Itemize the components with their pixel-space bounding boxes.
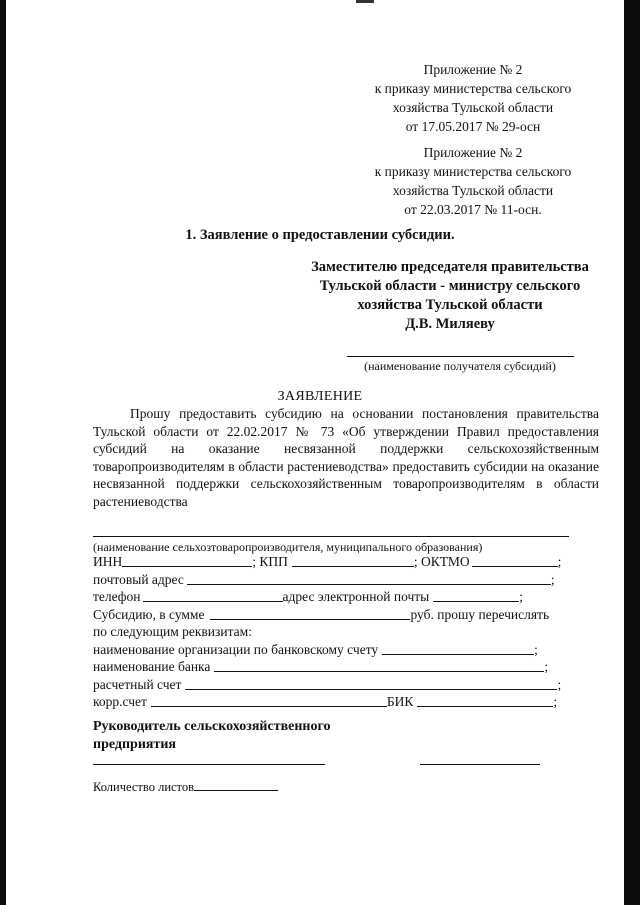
recipient-note: (наименование получателя субсидий) bbox=[364, 359, 556, 373]
appendix-stamp-previous bbox=[343, 143, 603, 219]
row-codes bbox=[93, 553, 603, 571]
email-field[interactable] bbox=[433, 588, 519, 602]
semicolon: ; bbox=[557, 676, 562, 692]
oktmo-field[interactable] bbox=[472, 553, 558, 567]
addressee-block bbox=[290, 258, 610, 334]
account-field[interactable] bbox=[185, 676, 557, 690]
corr-label: корр.счет bbox=[93, 694, 147, 709]
row-account bbox=[93, 676, 603, 694]
semicolon: ; bbox=[544, 659, 549, 674]
org-note: (наименование сельхозтоваропроизводителя, муниципального образования) bbox=[93, 540, 483, 554]
semicolon: ; bbox=[550, 571, 555, 587]
statement-body bbox=[93, 405, 599, 510]
row-corr bbox=[93, 693, 603, 711]
bank-name-field[interactable] bbox=[214, 658, 544, 672]
appendix-order: к приказу министерства сельского bbox=[374, 81, 572, 96]
semicolon: ; bbox=[557, 554, 562, 569]
oktmo-label: ; ОКТМО bbox=[413, 554, 470, 569]
amount-label: Субсидию, в сумме bbox=[93, 606, 205, 622]
row-postal bbox=[93, 571, 603, 589]
postal-label: почтовый адрес bbox=[93, 571, 184, 587]
bank-org-label: наименование организации по банковскому счету bbox=[93, 641, 379, 657]
sheet-count-row bbox=[93, 778, 278, 795]
recipient-name-field[interactable] bbox=[347, 356, 574, 357]
appendix-number: Приложение № 2 bbox=[423, 62, 523, 77]
head-name-field[interactable] bbox=[93, 764, 325, 765]
appendix-ministry: хозяйства Тульской области bbox=[392, 100, 554, 115]
signature-field[interactable] bbox=[420, 764, 540, 765]
inn-field[interactable] bbox=[122, 553, 252, 567]
org-name-field[interactable] bbox=[93, 536, 569, 537]
row-bank-name bbox=[93, 658, 603, 676]
requisites-label: по следующим реквизитам: bbox=[93, 624, 252, 639]
row-amount bbox=[93, 606, 603, 624]
currency-label: руб. прошу перечислять bbox=[410, 606, 550, 622]
appendix-number: Приложение № 2 bbox=[423, 145, 523, 160]
statement-heading: ЗАЯВЛЕНИЕ bbox=[277, 389, 363, 404]
account-label: расчетный счет bbox=[93, 676, 182, 692]
head-title: предприятия bbox=[93, 737, 176, 752]
bank-org-field[interactable] bbox=[382, 641, 534, 655]
head-signature-block bbox=[93, 718, 331, 754]
row-contacts bbox=[93, 588, 603, 606]
phone-field[interactable] bbox=[143, 588, 283, 602]
bik-label: БИК bbox=[386, 694, 414, 709]
semicolon: ; bbox=[553, 694, 558, 709]
semicolon: ; bbox=[534, 641, 538, 657]
addressee-line: хозяйства Тульской области bbox=[357, 297, 543, 313]
kpp-field[interactable] bbox=[292, 553, 414, 567]
addressee-name: Д.В. Миляеву bbox=[405, 316, 495, 332]
sheet-count-label: Количество листов bbox=[93, 780, 195, 794]
section-title: 1. Заявление о предоставлении субсидии. bbox=[185, 227, 455, 243]
inn-label: ИНН bbox=[93, 554, 123, 569]
addressee-line: Тульской области - министру сельского bbox=[319, 278, 581, 294]
appendix-date: от 17.05.2017 № 29-осн bbox=[405, 119, 541, 134]
row-requisites bbox=[93, 623, 603, 641]
scan-mark-top bbox=[356, 0, 374, 3]
email-label: адрес электронной почты bbox=[282, 589, 430, 604]
kpp-label: ; КПП bbox=[252, 554, 288, 569]
scan-edge-left bbox=[0, 0, 6, 905]
appendix-ministry: хозяйства Тульской области bbox=[392, 183, 554, 198]
statement-paragraph: Прошу предоставить субсидию на основании постановления правительства Тульской области от 22.02.2017 № 73 «Об утверждении Правил предоставления субсидий на оказание несвязанной поддержки сельскохозяйственным товаропроизводителям в области растениеводства» предоставить субсидии на оказание несвязанной поддержки сельскохозяйственным товаропроизводителям в области растениеводства bbox=[93, 406, 599, 509]
corr-field[interactable] bbox=[151, 693, 387, 707]
row-bank-org bbox=[93, 641, 603, 659]
amount-field[interactable] bbox=[210, 606, 410, 620]
appendix-order: к приказу министерства сельского bbox=[374, 164, 572, 179]
semicolon: ; bbox=[519, 589, 523, 604]
appendix-date: от 22.03.2017 № 11-осн. bbox=[404, 202, 542, 217]
postal-field[interactable] bbox=[187, 571, 551, 585]
phone-label: телефон bbox=[93, 589, 141, 604]
appendix-stamp-current bbox=[343, 60, 603, 136]
addressee-line: Заместителю председателя правительства bbox=[311, 259, 589, 275]
bank-name-label: наименование банка bbox=[93, 659, 211, 674]
sheet-count-field[interactable] bbox=[194, 778, 278, 791]
requisites-form bbox=[93, 553, 603, 711]
bik-field[interactable] bbox=[417, 693, 553, 707]
head-title: Руководитель сельскохозяйственного bbox=[93, 719, 331, 734]
scan-edge-right bbox=[624, 0, 640, 905]
